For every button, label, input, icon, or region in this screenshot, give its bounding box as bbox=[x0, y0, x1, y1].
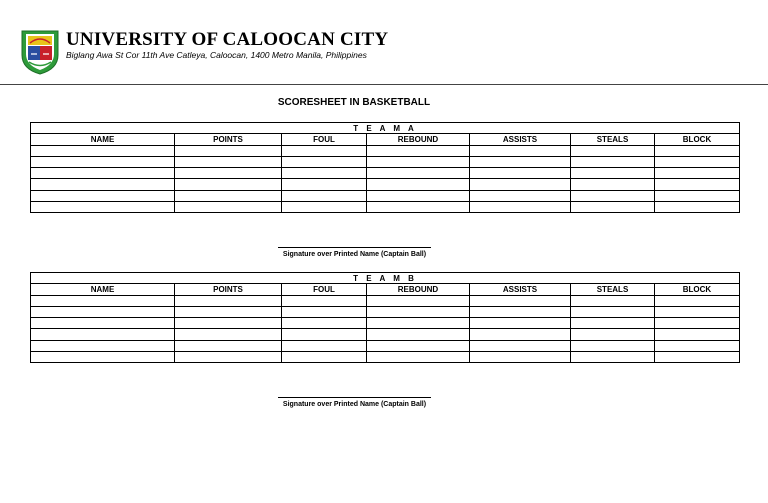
score-cell-name[interactable] bbox=[31, 295, 175, 306]
score-cell-points[interactable] bbox=[175, 179, 282, 190]
table-row bbox=[31, 318, 740, 329]
team-a-scoresheet-table bbox=[30, 122, 740, 213]
score-cell-steals[interactable] bbox=[571, 179, 655, 190]
column-header-foul: FOUL bbox=[282, 134, 367, 145]
score-cell-block[interactable] bbox=[655, 306, 740, 317]
score-cell-block[interactable] bbox=[655, 202, 740, 213]
score-cell-points[interactable] bbox=[175, 145, 282, 156]
score-cell-rebound[interactable] bbox=[367, 306, 470, 317]
score-cell-block[interactable] bbox=[655, 352, 740, 363]
column-header-block: BLOCK bbox=[655, 284, 740, 295]
university-seal-icon bbox=[20, 29, 60, 75]
column-header-steals: STEALS bbox=[571, 284, 655, 295]
score-cell-block[interactable] bbox=[655, 329, 740, 340]
score-cell-name[interactable] bbox=[31, 190, 175, 201]
score-cell-block[interactable] bbox=[655, 156, 740, 167]
column-header-assists: ASSISTS bbox=[470, 134, 571, 145]
score-cell-assists[interactable] bbox=[470, 202, 571, 213]
column-header-foul: FOUL bbox=[282, 284, 367, 295]
score-cell-name[interactable] bbox=[31, 340, 175, 351]
team-b-header-row bbox=[31, 284, 740, 295]
score-cell-points[interactable] bbox=[175, 340, 282, 351]
column-header-block: BLOCK bbox=[655, 134, 740, 145]
table-row bbox=[31, 145, 740, 156]
score-cell-foul[interactable] bbox=[282, 352, 367, 363]
score-cell-steals[interactable] bbox=[571, 329, 655, 340]
team-b-scoresheet-table bbox=[30, 272, 740, 363]
team-b-label: T E A M B bbox=[31, 273, 740, 284]
university-address: Biglang Awa St Cor 11th Ave Catleya, Caloocan, 1400 Metro Manila, Philippines bbox=[66, 50, 367, 60]
score-cell-rebound[interactable] bbox=[367, 329, 470, 340]
score-cell-block[interactable] bbox=[655, 179, 740, 190]
score-cell-assists[interactable] bbox=[470, 190, 571, 201]
score-cell-steals[interactable] bbox=[571, 156, 655, 167]
score-cell-assists[interactable] bbox=[470, 329, 571, 340]
score-cell-points[interactable] bbox=[175, 318, 282, 329]
score-cell-rebound[interactable] bbox=[367, 168, 470, 179]
column-header-name: NAME bbox=[31, 284, 175, 295]
score-cell-block[interactable] bbox=[655, 190, 740, 201]
score-cell-block[interactable] bbox=[655, 318, 740, 329]
score-cell-points[interactable] bbox=[175, 156, 282, 167]
team-a-label: T E A M A bbox=[31, 123, 740, 134]
column-header-points: POINTS bbox=[175, 134, 282, 145]
table-row bbox=[31, 179, 740, 190]
score-cell-steals[interactable] bbox=[571, 295, 655, 306]
score-cell-name[interactable] bbox=[31, 318, 175, 329]
score-cell-foul[interactable] bbox=[282, 329, 367, 340]
score-cell-assists[interactable] bbox=[470, 306, 571, 317]
team-a-signature-label: Signature over Printed Name (Captain Ball) bbox=[282, 251, 427, 258]
score-cell-assists[interactable] bbox=[470, 145, 571, 156]
score-cell-steals[interactable] bbox=[571, 202, 655, 213]
university-name: UNIVERSITY OF CALOOCAN CITY bbox=[66, 29, 389, 50]
score-cell-block[interactable] bbox=[655, 145, 740, 156]
score-cell-rebound[interactable] bbox=[367, 318, 470, 329]
table-row bbox=[31, 340, 740, 351]
table-row bbox=[31, 202, 740, 213]
score-cell-steals[interactable] bbox=[571, 168, 655, 179]
score-cell-points[interactable] bbox=[175, 329, 282, 340]
score-cell-name[interactable] bbox=[31, 156, 175, 167]
score-cell-assists[interactable] bbox=[470, 168, 571, 179]
column-header-steals: STEALS bbox=[571, 134, 655, 145]
team-b-signature-label: Signature over Printed Name (Captain Ball) bbox=[282, 401, 427, 408]
score-cell-block[interactable] bbox=[655, 295, 740, 306]
score-cell-points[interactable] bbox=[175, 352, 282, 363]
score-cell-name[interactable] bbox=[31, 352, 175, 363]
score-cell-block[interactable] bbox=[655, 340, 740, 351]
team-a-signature-line[interactable] bbox=[278, 247, 431, 248]
score-cell-name[interactable] bbox=[31, 306, 175, 317]
score-cell-foul[interactable] bbox=[282, 168, 367, 179]
table-row bbox=[31, 168, 740, 179]
score-cell-foul[interactable] bbox=[282, 202, 367, 213]
score-cell-steals[interactable] bbox=[571, 318, 655, 329]
table-row bbox=[31, 329, 740, 340]
score-cell-steals[interactable] bbox=[571, 306, 655, 317]
table-row bbox=[31, 352, 740, 363]
column-header-rebound: REBOUND bbox=[367, 134, 470, 145]
score-cell-rebound[interactable] bbox=[367, 352, 470, 363]
column-header-name: NAME bbox=[31, 134, 175, 145]
score-cell-rebound[interactable] bbox=[367, 190, 470, 201]
score-cell-foul[interactable] bbox=[282, 306, 367, 317]
table-row bbox=[31, 306, 740, 317]
score-cell-name[interactable] bbox=[31, 329, 175, 340]
score-cell-assists[interactable] bbox=[470, 295, 571, 306]
column-header-points: POINTS bbox=[175, 284, 282, 295]
score-cell-name[interactable] bbox=[31, 202, 175, 213]
score-cell-rebound[interactable] bbox=[367, 340, 470, 351]
score-cell-name[interactable] bbox=[31, 168, 175, 179]
score-cell-foul[interactable] bbox=[282, 179, 367, 190]
score-cell-block[interactable] bbox=[655, 168, 740, 179]
score-cell-assists[interactable] bbox=[470, 318, 571, 329]
table-row bbox=[31, 190, 740, 201]
score-cell-rebound[interactable] bbox=[367, 295, 470, 306]
score-cell-foul[interactable] bbox=[282, 156, 367, 167]
score-cell-name[interactable] bbox=[31, 179, 175, 190]
table-row bbox=[31, 295, 740, 306]
score-cell-foul[interactable] bbox=[282, 318, 367, 329]
column-header-assists: ASSISTS bbox=[470, 284, 571, 295]
score-cell-points[interactable] bbox=[175, 190, 282, 201]
score-cell-points[interactable] bbox=[175, 202, 282, 213]
score-cell-points[interactable] bbox=[175, 295, 282, 306]
score-cell-steals[interactable] bbox=[571, 190, 655, 201]
score-cell-name[interactable] bbox=[31, 145, 175, 156]
score-cell-points[interactable] bbox=[175, 168, 282, 179]
score-cell-assists[interactable] bbox=[470, 340, 571, 351]
score-cell-foul[interactable] bbox=[282, 295, 367, 306]
score-cell-steals[interactable] bbox=[571, 145, 655, 156]
score-cell-points[interactable] bbox=[175, 306, 282, 317]
score-cell-steals[interactable] bbox=[571, 340, 655, 351]
score-cell-foul[interactable] bbox=[282, 340, 367, 351]
column-header-rebound: REBOUND bbox=[367, 284, 470, 295]
header-divider bbox=[0, 84, 768, 85]
score-cell-steals[interactable] bbox=[571, 352, 655, 363]
score-cell-assists[interactable] bbox=[470, 179, 571, 190]
score-cell-assists[interactable] bbox=[470, 156, 571, 167]
team-b-signature-line[interactable] bbox=[278, 397, 431, 398]
table-row bbox=[31, 156, 740, 167]
score-cell-rebound[interactable] bbox=[367, 179, 470, 190]
score-cell-foul[interactable] bbox=[282, 145, 367, 156]
score-cell-assists[interactable] bbox=[470, 352, 571, 363]
score-cell-rebound[interactable] bbox=[367, 156, 470, 167]
score-cell-rebound[interactable] bbox=[367, 202, 470, 213]
team-a-header-row bbox=[31, 134, 740, 145]
score-cell-rebound[interactable] bbox=[367, 145, 470, 156]
score-cell-foul[interactable] bbox=[282, 190, 367, 201]
document-title: SCORESHEET IN BASKETBALL bbox=[277, 97, 431, 108]
